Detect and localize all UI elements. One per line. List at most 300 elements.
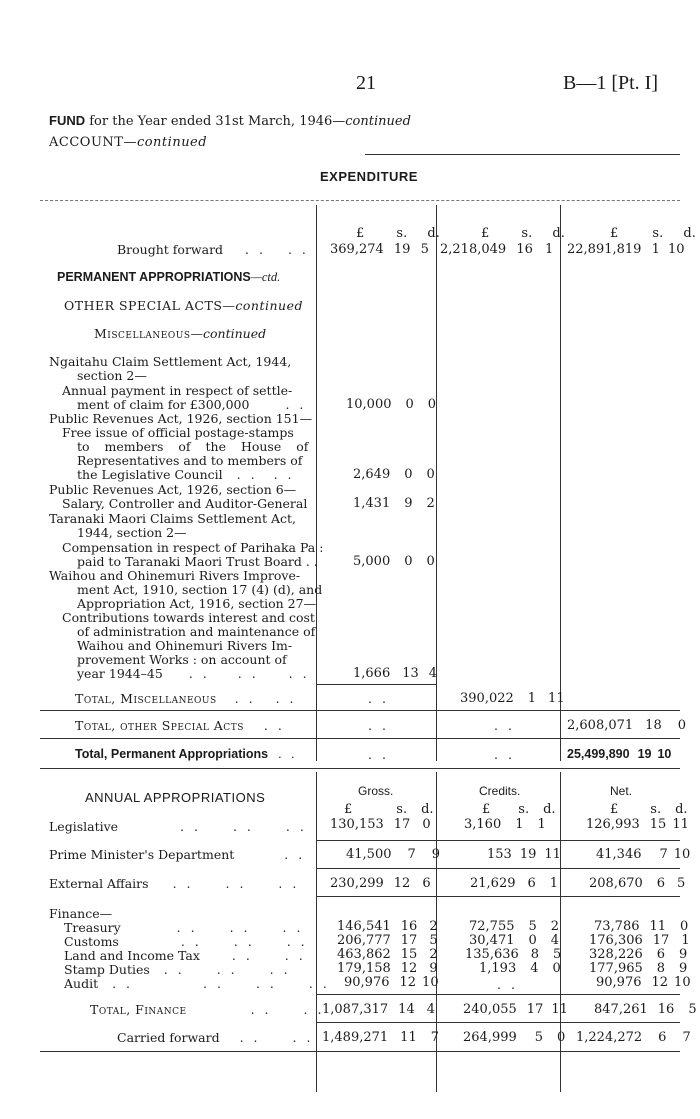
land-income-tax-label: Land and Income Tax [64, 948, 200, 963]
amount-pounds: 390,022 [460, 691, 514, 706]
finance-row-label [64, 962, 291, 977]
ngaitahu-line-4-text: ment of claim for £300,000 [77, 397, 250, 412]
amount-pounds: 72,755 [469, 919, 515, 934]
amount-pence: 9 [431, 847, 441, 862]
brought-forward-col3 [567, 242, 685, 257]
pound-sign: £ [356, 226, 365, 241]
leader-dots: . . [278, 747, 298, 761]
legislative-label: Legislative [49, 819, 119, 834]
pound-sign: £ [344, 802, 353, 817]
amount-shillings: 7 [407, 847, 416, 862]
carried-forward-label [117, 1030, 313, 1045]
amount-pence: 7 [682, 1030, 691, 1045]
amount-pence: 0 [427, 397, 437, 412]
leader-dots: . . [216, 962, 238, 977]
amount-shillings: 12 [393, 876, 411, 891]
finance-row-label [64, 934, 308, 949]
pence-sign: d. [675, 802, 688, 817]
row-rule [560, 840, 680, 841]
amount-pounds: 1,431 [353, 496, 391, 511]
taranaki-line-4: paid to Taranaki Maori Trust Board . . [77, 554, 318, 569]
amount-pence: 4 [426, 1002, 435, 1017]
amount-pence: 9 [679, 947, 688, 962]
amount-pence: 10 [674, 975, 691, 990]
amount-shillings: 8 [656, 961, 666, 976]
amount-pence: 5 [420, 242, 429, 257]
column-rule-3 [560, 205, 561, 761]
amount-shillings: 6 [527, 876, 536, 891]
leader-dots: . . [229, 920, 251, 935]
stamp-duties-label: Stamp Duties [64, 962, 150, 977]
total-finance-label [90, 1002, 324, 1017]
annual-currency-header-credits [482, 802, 556, 817]
waihou-line-8 [77, 666, 310, 681]
total-other-special-rule [40, 738, 680, 739]
amount-pounds: 153 [487, 847, 512, 862]
amount-pence: 10 [673, 847, 691, 862]
amount-shillings: 15 [400, 947, 418, 962]
prev151-amount [353, 467, 435, 482]
amount-pounds: 22,891,819 [567, 242, 642, 257]
amount-shillings: 5 [534, 1030, 544, 1045]
amount-shillings: 19 [519, 847, 537, 862]
amount-pence: 2 [550, 919, 560, 934]
misc-continued: —continued [190, 326, 267, 341]
leader-dots: . . [236, 467, 258, 482]
pence-sign: d. [421, 802, 434, 817]
brought-forward-label [117, 242, 309, 257]
amount-pence: 9 [679, 961, 688, 976]
amount-pence: 1 [545, 242, 554, 257]
row-rule [436, 868, 560, 869]
prev151-line-5 [77, 467, 295, 482]
amount-pounds: 206,777 [337, 933, 391, 948]
finance-row-label [64, 920, 303, 935]
amount-pence: 9 [429, 961, 438, 976]
account-heading-continued: continued [136, 135, 208, 150]
amount-pence: 5 [677, 876, 686, 891]
annual-column-rule-1 [316, 772, 317, 1092]
total-finance-text: Total, Finance [90, 1002, 187, 1017]
leader-dots: . . [285, 819, 307, 834]
leader-dots: . . [188, 666, 210, 681]
total-other-col2-dots: . . [494, 718, 515, 733]
amount-pence: 5 [553, 947, 562, 962]
leader-dots: . . [263, 718, 285, 733]
treasury-gross [337, 919, 438, 934]
pound-sign: £ [610, 802, 619, 817]
amount-pounds: 73,786 [594, 919, 640, 934]
amount-pounds: 3,160 [464, 817, 502, 832]
amount-pounds: 463,862 [337, 947, 391, 962]
amount-pounds: 90,976 [596, 975, 642, 990]
amount-pence: 1 [537, 817, 546, 832]
amount-shillings: 15 [649, 817, 667, 832]
annual-currency-header-net [610, 802, 688, 817]
prime-minister-label: Prime Minister's Department [49, 847, 235, 862]
amount-pence: 0 [426, 554, 435, 569]
amount-pounds: 208,670 [589, 876, 643, 891]
finance-row-label [64, 948, 306, 963]
total-misc-rule [40, 710, 680, 711]
ngaitahu-line-2: section 2— [77, 368, 147, 383]
amount-shillings: 12 [399, 975, 417, 990]
amount-pounds: 126,993 [586, 817, 640, 832]
pound-sign: £ [481, 226, 490, 241]
account-heading-text: ACCOUNT— [49, 135, 137, 150]
row-rule [316, 1022, 436, 1023]
pound-sign: £ [610, 226, 619, 241]
amount-shillings: 5 [528, 919, 537, 934]
prev6-line-2: Salary, Controller and Auditor-General [62, 496, 308, 511]
stamp-duties-gross [337, 961, 438, 976]
amount-pounds: 146,541 [337, 919, 391, 934]
amount-shillings: 11 [400, 1030, 417, 1045]
shilling-sign: s. [396, 226, 408, 241]
amount-pence: 0 [677, 718, 686, 733]
other-special-continued: —continued [222, 298, 303, 313]
treasury-credits [469, 919, 559, 934]
fund-heading-text: for the Year ended 31st March, 1946— [85, 114, 346, 129]
row-rule [436, 1022, 560, 1023]
misc-subtotal-rule [316, 684, 436, 685]
waihou-line-3: Appropriation Act, 1916, section 27— [77, 596, 317, 611]
finance-row-label [64, 976, 330, 991]
brought-forward-col1 [330, 242, 429, 257]
leader-dots: . . [269, 962, 291, 977]
amount-shillings: 0 [528, 933, 537, 948]
amount-pence: 0 [422, 817, 431, 832]
amount-pounds: 30,471 [469, 933, 515, 948]
account-heading [49, 135, 207, 150]
permanent-appropriations-heading [57, 270, 280, 285]
row-rule [436, 840, 560, 841]
external-affairs-label: External Affairs [49, 876, 149, 891]
amount-pounds: 90,976 [344, 975, 390, 990]
carried-forward-gross [322, 1030, 439, 1045]
stamp-duties-credits [479, 961, 561, 976]
fund-heading-continued: continued [345, 114, 411, 129]
annual-row-label [49, 819, 307, 834]
permanent-heading-ctd: —ctd. [250, 270, 281, 284]
pence-sign: d. [427, 226, 440, 241]
misc-text: Miscellaneous [94, 326, 191, 341]
leader-dots: . . [273, 467, 295, 482]
amount-shillings: 18 [645, 718, 662, 733]
amount-shillings: 1 [527, 691, 537, 706]
amount-shillings: 0 [404, 554, 413, 569]
external-affairs-gross [330, 876, 431, 891]
row-rule [436, 994, 560, 995]
amount-pence: 10 [657, 747, 672, 761]
amount-pence: 11 [672, 817, 689, 832]
expenditure-rule [40, 200, 680, 201]
column-rule-1 [316, 205, 317, 761]
expenditure-heading: EXPENDITURE [320, 169, 418, 184]
annual-currency-header-gross [344, 802, 434, 817]
amount-pence: 0 [680, 919, 689, 934]
amount-pounds: 230,299 [330, 876, 384, 891]
leader-dots: . . [278, 876, 300, 891]
currency-header-col3 [610, 226, 696, 241]
amount-pounds: 135,636 [465, 947, 519, 962]
amount-pence: 0 [557, 1030, 566, 1045]
leader-dots: . . [225, 876, 247, 891]
row-rule [560, 868, 680, 869]
waihou-line-7: provement Works : on account of [77, 652, 287, 667]
amount-shillings: 11 [649, 919, 667, 934]
leader-dots: . . [232, 819, 254, 834]
total-other-special-label [75, 718, 285, 733]
amount-pounds: 10,000 [346, 397, 392, 412]
miscellaneous-heading [94, 326, 266, 341]
waihou-amount [353, 666, 437, 681]
pence-sign: d. [552, 226, 565, 241]
leader-dots: . . [176, 920, 198, 935]
fund-word: FUND [49, 113, 86, 128]
prev151-line-4: Representatives and to members of [77, 453, 303, 468]
gross-column-header: Gross. [358, 784, 394, 798]
amount-pence: 11 [548, 691, 565, 706]
waihou-line-4: Contributions towards interest and cost [62, 610, 315, 625]
total-permanent-amount [567, 747, 671, 761]
total-finance-credits [463, 1002, 568, 1017]
amount-shillings: 7 [659, 847, 668, 862]
row-rule [560, 896, 680, 897]
amount-pounds: 1,489,271 [322, 1030, 389, 1045]
amount-shillings: 0 [404, 467, 413, 482]
audit-label: Audit [64, 976, 99, 991]
amount-pence: 4 [428, 666, 438, 681]
amount-shillings: 19 [637, 747, 652, 761]
amount-pounds: 177,965 [589, 961, 643, 976]
currency-header-col2 [481, 226, 565, 241]
other-special-text: OTHER SPECIAL ACTS [64, 298, 223, 313]
row-rule [560, 994, 680, 995]
amount-pence: 5 [688, 1002, 697, 1017]
row-rule [316, 896, 436, 897]
amount-shillings: 12 [400, 961, 418, 976]
amount-pence: 5 [429, 933, 438, 948]
leader-dots: . . [172, 876, 194, 891]
legislative-gross [330, 817, 431, 832]
taranaki-amount [353, 554, 435, 569]
total-misc-text: Total, Miscellaneous [75, 691, 217, 706]
treasury-net [594, 919, 688, 934]
leader-dots: . . [284, 847, 306, 862]
leader-dots: . . [233, 934, 255, 949]
bottom-rule [40, 1051, 680, 1052]
amount-shillings: 13 [402, 666, 419, 681]
other-special-acts-heading [64, 298, 303, 313]
leader-dots: . . [180, 819, 201, 834]
leader-dots: . . [284, 948, 306, 963]
amount-pounds: 2,608,071 [567, 718, 634, 733]
total-misc-label [75, 691, 297, 706]
prime-minister-gross [346, 847, 440, 862]
row-rule [316, 868, 436, 869]
audit-credits-dots: . . [497, 977, 518, 992]
leader-dots: . . [282, 920, 304, 935]
amount-pence: 1 [549, 876, 559, 891]
leader-dots: . . [245, 242, 266, 257]
prev6-line-1: Public Revenues Act, 1926, section 6— [49, 482, 297, 497]
leader-dots: . . [287, 242, 309, 257]
leader-dots: . . [231, 948, 253, 963]
legislative-net [586, 817, 689, 832]
leader-dots: . . [285, 397, 307, 412]
land-income-tax-gross [337, 947, 438, 962]
customs-credits [469, 933, 559, 948]
total-other-col1-dots: . . [368, 718, 389, 733]
leader-dots: . . [255, 976, 277, 991]
amount-pounds: 179,158 [337, 961, 391, 976]
shilling-sign: s. [521, 226, 533, 241]
pence-sign: d. [683, 226, 696, 241]
amount-pence: 2 [429, 947, 438, 962]
prev151-line-2: Free issue of official postage-stamps [62, 425, 294, 440]
leader-dots: . . [275, 691, 297, 706]
pound-sign: £ [482, 802, 491, 817]
prev6-amount [353, 496, 435, 511]
amount-pounds: 176,306 [589, 933, 643, 948]
total-permanent-col1-dots: . . [368, 747, 389, 762]
amount-pence: 6 [422, 876, 431, 891]
page-number: 21 [356, 72, 376, 94]
amount-pounds: 25,499,890 [567, 747, 630, 761]
amount-shillings: 14 [398, 1002, 415, 1017]
amount-shillings: 17 [400, 933, 418, 948]
amount-pounds: 240,055 [463, 1002, 517, 1017]
total-permanent-col2-dots: . . [494, 747, 515, 762]
amount-shillings: 0 [405, 397, 414, 412]
leader-dots: . . [180, 934, 202, 949]
prev151-line-1: Public Revenues Act, 1926, section 151— [49, 411, 313, 426]
amount-pence: 10 [422, 975, 439, 990]
shilling-sign: s. [396, 802, 408, 817]
total-other-special-text: Total, other Special Acts [75, 718, 244, 733]
prime-minister-net [596, 847, 690, 862]
legislative-credits [464, 817, 546, 832]
brought-forward-col2 [440, 242, 553, 257]
land-income-tax-net [589, 947, 687, 962]
taranaki-line-2: 1944, section 2— [77, 525, 187, 540]
carried-forward-net [576, 1030, 691, 1045]
prime-minister-credits [487, 847, 561, 862]
waihou-line-5: of administration and maintenance of [77, 624, 316, 639]
amount-pounds: 5,000 [353, 554, 391, 569]
total-finance-gross [322, 1002, 435, 1017]
waihou-line-1: Waihou and Ohinemuri Rivers Improve- [49, 568, 301, 583]
shilling-sign: s. [518, 802, 530, 817]
pence-sign: d. [543, 802, 556, 817]
permanent-heading-text: PERMANENT APPROPRIATIONS [57, 270, 251, 284]
amount-pence: 11 [544, 847, 561, 862]
leader-dots: . . [250, 1002, 272, 1017]
stamp-duties-net [589, 961, 687, 976]
brought-forward-text: Brought forward [117, 242, 224, 257]
amount-shillings: 6 [656, 947, 666, 962]
amount-shillings: 6 [656, 876, 666, 891]
permanent-total-rule [40, 768, 680, 769]
taranaki-line-1: Taranaki Maori Claims Settlement Act, [49, 511, 296, 526]
taranaki-line-3: Compensation in respect of Parihaka Pa : [62, 540, 324, 555]
amount-shillings: 16 [400, 919, 418, 934]
document-reference: B—1 [Pt. I] [563, 72, 658, 94]
waihou-line-2: ment Act, 1910, section 17 (4) (d), and [77, 582, 323, 597]
audit-net [596, 975, 691, 990]
amount-shillings: 12 [651, 975, 669, 990]
shilling-sign: s. [650, 802, 662, 817]
net-column-header: Net. [610, 784, 633, 798]
amount-pounds: 21,629 [470, 876, 516, 891]
total-misc-amount [460, 691, 565, 706]
row-rule [316, 840, 436, 841]
audit-gross [344, 975, 439, 990]
amount-pounds: 1,193 [479, 961, 517, 976]
amount-pence: 7 [430, 1030, 439, 1045]
ngaitahu-line-3: Annual payment in respect of settle- [62, 383, 293, 398]
leader-dots: . . [163, 962, 185, 977]
customs-gross [337, 933, 438, 948]
amount-shillings: 6 [658, 1030, 667, 1045]
currency-header-col1 [356, 226, 440, 241]
amount-pounds: 2,218,049 [440, 242, 507, 257]
amount-shillings: 17 [393, 817, 411, 832]
amount-pence: 0 [426, 467, 435, 482]
header-rule [365, 154, 680, 155]
amount-shillings: 16 [516, 242, 533, 257]
row-rule [560, 1022, 680, 1023]
external-affairs-credits [470, 876, 558, 891]
amount-shillings: 9 [404, 496, 413, 511]
ngaitahu-line-1: Ngaitahu Claim Settlement Act, 1944, [49, 354, 292, 369]
amount-shillings: 8 [530, 947, 540, 962]
total-permanent-label [75, 747, 298, 761]
finance-label: Finance— [49, 906, 113, 921]
amount-pounds: 130,153 [330, 817, 384, 832]
leader-dots: . . [237, 666, 259, 681]
leader-dots: . . [288, 666, 310, 681]
amount-pence: 10 [668, 242, 685, 257]
leader-dots: . . [303, 1002, 325, 1017]
amount-shillings: 1 [515, 817, 524, 832]
total-permanent-text: Total, Permanent Appropriations [75, 747, 269, 761]
annual-row-label [49, 847, 305, 862]
amount-shillings: 4 [530, 961, 539, 976]
total-misc-col1-dots: . . [368, 691, 389, 706]
amount-pounds: 328,226 [589, 947, 643, 962]
waihou-line-6: Waihou and Ohinemuri Rivers Im- [77, 638, 293, 653]
amount-pounds: 41,500 [346, 847, 392, 862]
leader-dots: . . [239, 1030, 261, 1045]
row-rule [436, 896, 560, 897]
annual-row-label [49, 876, 299, 891]
waihou-line-8-text: year 1944–45 [77, 666, 163, 681]
shilling-sign: s. [652, 226, 664, 241]
leader-dots: . . [234, 691, 256, 706]
amount-pence: 4 [550, 933, 560, 948]
amount-pounds: 41,346 [596, 847, 642, 862]
annual-appropriations-heading: ANNUAL APPROPRIATIONS [85, 790, 266, 805]
amount-shillings: 16 [657, 1002, 675, 1017]
amount-pounds: 2,649 [353, 467, 391, 482]
amount-pence: 11 [551, 1002, 568, 1017]
carried-forward-text: Carried forward [117, 1030, 220, 1045]
land-income-tax-credits [465, 947, 561, 962]
amount-pounds: 1,087,317 [322, 1002, 389, 1017]
total-other-special-amount [567, 718, 686, 733]
